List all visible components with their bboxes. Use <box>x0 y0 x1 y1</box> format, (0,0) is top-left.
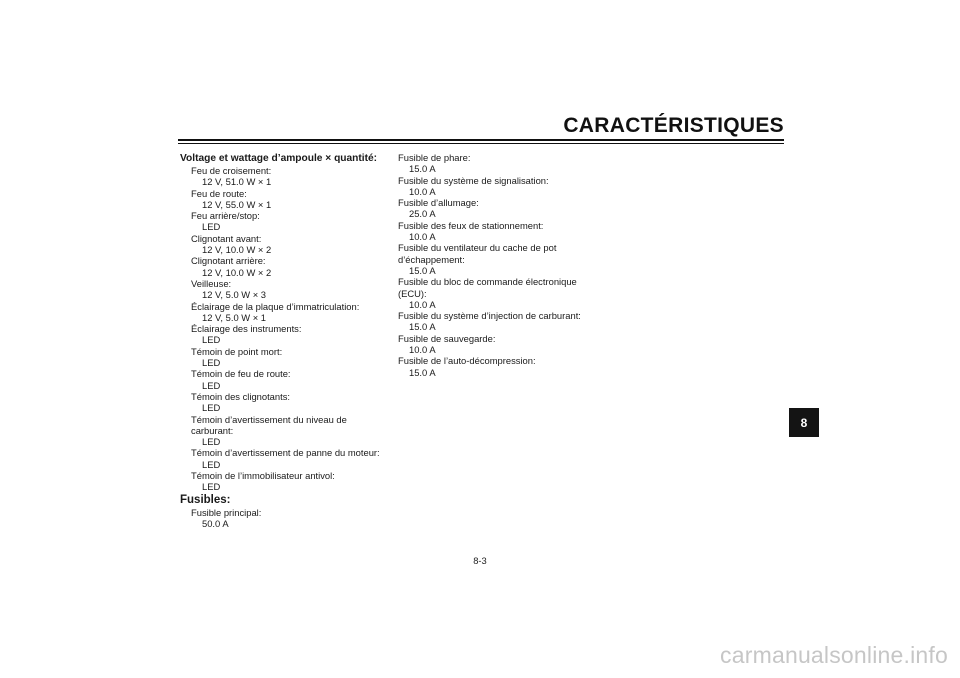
spec-label: Fusible de phare: <box>398 152 471 163</box>
left-column <box>180 152 390 529</box>
right-fuse-list <box>398 152 598 378</box>
spec-value: LED <box>202 357 221 369</box>
left-fuse-list <box>180 507 390 530</box>
page-title: CARACTÉRISTIQUES <box>563 114 784 137</box>
spec-label: Fusible du bloc de commande électronique (ECU): <box>398 276 577 299</box>
spec-label: Fusible du système de signalisation: <box>398 174 549 186</box>
spec-value: LED <box>202 379 221 391</box>
spec-label: Fusible du ventilateur du cache de pot d’échappement: <box>398 242 557 265</box>
right-column <box>398 152 598 378</box>
spec-label: Éclairage des instruments: <box>191 323 302 335</box>
spec-value: 12 V, 5.0 W × 3 <box>202 289 267 301</box>
title-underline-thin <box>178 143 784 144</box>
spec-value: 12 V, 51.0 W × 1 <box>202 176 272 188</box>
spec-value: 12 V, 10.0 W × 2 <box>202 266 272 278</box>
bulbs-section-title: Voltage et wattage d’ampoule × quantité: <box>180 153 378 164</box>
spec-label: Fusible d’allumage: <box>398 197 479 209</box>
spec-value: 50.0 A <box>202 517 229 529</box>
spec-value: 15.0 A <box>409 321 436 333</box>
spec-value: 12 V, 55.0 W × 1 <box>202 198 272 210</box>
spec-value: LED <box>202 458 221 470</box>
spec-label: Feu de route: <box>191 187 247 199</box>
spec-label: Clignotant arrière: <box>191 255 266 267</box>
spec-value: LED <box>202 481 221 493</box>
spec-value: 10.0 A <box>409 344 436 356</box>
spec-label: Veilleuse: <box>191 277 232 289</box>
spec-label: Témoin de l’immobilisateur antivol: <box>191 470 335 482</box>
watermark: carmanualsonline.info <box>720 642 948 668</box>
spec-value: LED <box>202 334 221 346</box>
spec-label: Témoin d’avertissement de panne du moteur: <box>191 447 380 459</box>
spec-value: LED <box>202 402 221 414</box>
spec-value: LED <box>202 436 221 448</box>
spec-value: LED <box>202 221 221 233</box>
spec-label: Éclairage de la plaque d’immatriculation: <box>191 300 360 312</box>
spec-value: 10.0 A <box>409 185 436 197</box>
spec-label: Témoin des clignotants: <box>191 390 291 402</box>
spec-value: 12 V, 10.0 W × 2 <box>202 244 272 256</box>
spec-label: Fusible des feux de stationnement: <box>398 219 544 231</box>
spec-label: Témoin d’avertissement du niveau de carburant: <box>191 413 347 436</box>
spec-label: Feu arrière/stop: <box>191 210 260 222</box>
spec-label: Fusible principal: <box>191 506 262 518</box>
spec-value: 15.0 A <box>409 264 436 276</box>
spec-value: 10.0 A <box>409 231 436 243</box>
spec-value: 25.0 A <box>409 208 436 220</box>
spec-label: Clignotant avant: <box>191 232 262 244</box>
chapter-tab: 8 <box>789 408 819 437</box>
fuses-section-title: Fusibles: <box>180 493 231 506</box>
bulb-list <box>180 165 390 493</box>
spec-value: 15.0 A <box>409 366 436 378</box>
title-underline-thick <box>178 139 784 141</box>
spec-value: 10.0 A <box>409 298 436 310</box>
spec-label: Témoin de feu de route: <box>191 368 291 380</box>
spec-label: Fusible du système d’injection de carburant: <box>398 310 581 322</box>
spec-value: 12 V, 5.0 W × 1 <box>202 311 267 323</box>
spec-label: Feu de croisement: <box>191 165 272 176</box>
page-number: 8-3 <box>473 555 487 566</box>
spec-label: Fusible de l’auto-décompression: <box>398 355 536 367</box>
spec-label: Fusible de sauvegarde: <box>398 332 496 344</box>
spec-label: Témoin de point mort: <box>191 345 283 357</box>
spec-value: 15.0 A <box>409 163 436 175</box>
